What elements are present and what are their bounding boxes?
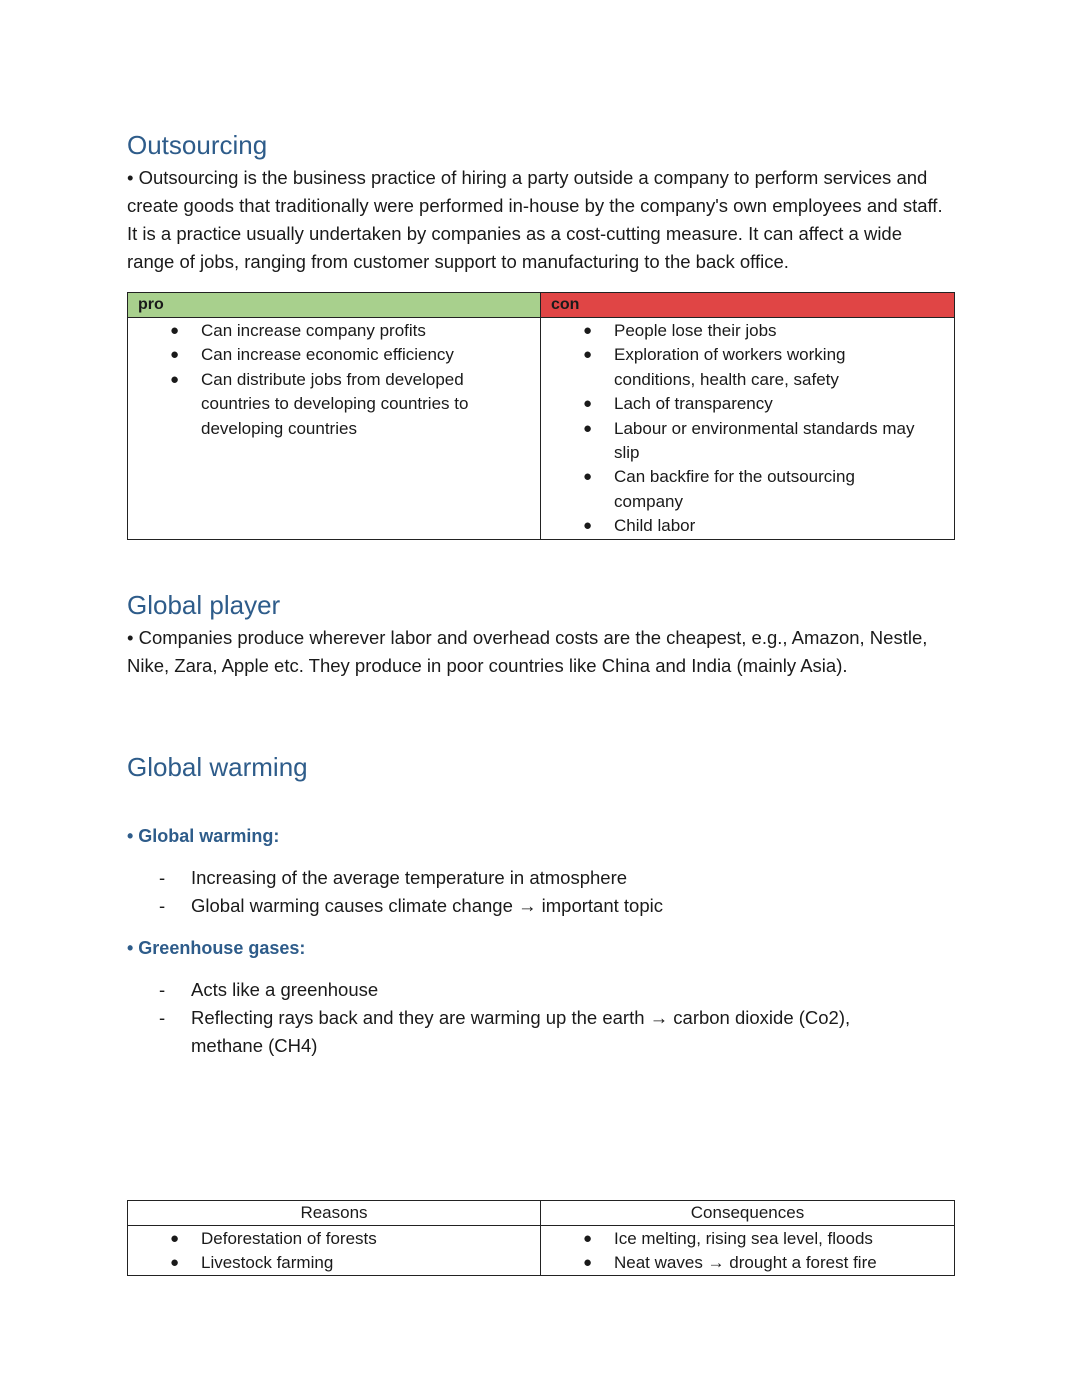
outsourcing-heading: Outsourcing — [127, 130, 268, 160]
list-item: - Global warming causes climate change → important topic — [159, 894, 663, 916]
list-item: ● Neat waves → drought a forest fire — [583, 1253, 877, 1273]
consequences-list — [541, 1226, 954, 1276]
list-item: ● People lose their jobs — [583, 321, 777, 340]
global-player-paragraph: • Companies produce wherever labor and overhead costs are the cheapest, e.g., Amazon, Nestle, Nike, Zara, Apple etc. They produce in poor countries like China and India (mainly Asia). — [127, 626, 928, 676]
reasons-cell — [128, 1225, 541, 1276]
reasons-consequences-table — [127, 1200, 955, 1277]
consequences-header: Consequences — [541, 1200, 955, 1225]
reasons-list — [128, 1226, 540, 1276]
pro-header: pro — [128, 293, 541, 318]
global-player-heading: Global player — [127, 589, 281, 620]
outsourcing-paragraph: • Outsourcing is the business practice of hiring a party outside a company to perform services and create goods that traditionally were performed in-house by the company's own employees and staff. It is a practice usually undertaken by companies as a cost-cutting measure. It can affect a wide range of jobs, ranging from customer support to manufacturing to the back office. — [127, 167, 943, 272]
list-item: ● Child labor — [583, 516, 696, 536]
list-item: ● Lach of transparency — [583, 394, 773, 414]
list-item: ● Labour or environmental standards may slip — [583, 418, 915, 463]
global-warming-heading: Global warming — [127, 751, 308, 782]
global-warming-list — [127, 864, 954, 920]
pro-cell — [128, 318, 541, 540]
global-warming-subheading: • Global warming: — [127, 825, 280, 846]
list-item: - Increasing of the average temperature in atmosphere — [159, 866, 628, 888]
document-page — [127, 128, 954, 1276]
greenhouse-gases-list — [127, 976, 954, 1060]
reasons-header: Reasons — [128, 1200, 541, 1225]
list-item: ● Exploration of workers working conditions, health care, safety — [583, 345, 846, 389]
list-item: ● Can increase company profits — [170, 321, 426, 340]
greenhouse-gases-subheading: • Greenhouse gases: — [127, 937, 306, 958]
list-item: ● Ice melting, rising sea level, floods — [583, 1228, 873, 1248]
con-cell — [541, 318, 955, 540]
list-item: ● Can distribute jobs from developed countries to developing countries to developing countries — [170, 369, 469, 438]
list-item: - Acts like a greenhouse — [159, 978, 379, 1000]
list-item: - Reflecting rays back and they are warming up the earth → carbon dioxide (Co2), methane (CH4) — [159, 1006, 851, 1056]
list-item: ● Livestock farming — [170, 1253, 334, 1273]
pro-list — [128, 318, 540, 441]
list-item: ● Can increase economic efficiency — [170, 345, 454, 365]
list-item: ● Can backfire for the outsourcing company — [583, 467, 855, 511]
con-list — [541, 318, 954, 539]
con-header: con — [541, 293, 955, 318]
pro-con-table — [127, 292, 955, 540]
consequences-cell — [541, 1225, 955, 1276]
list-item: ● Deforestation of forests — [170, 1228, 377, 1248]
